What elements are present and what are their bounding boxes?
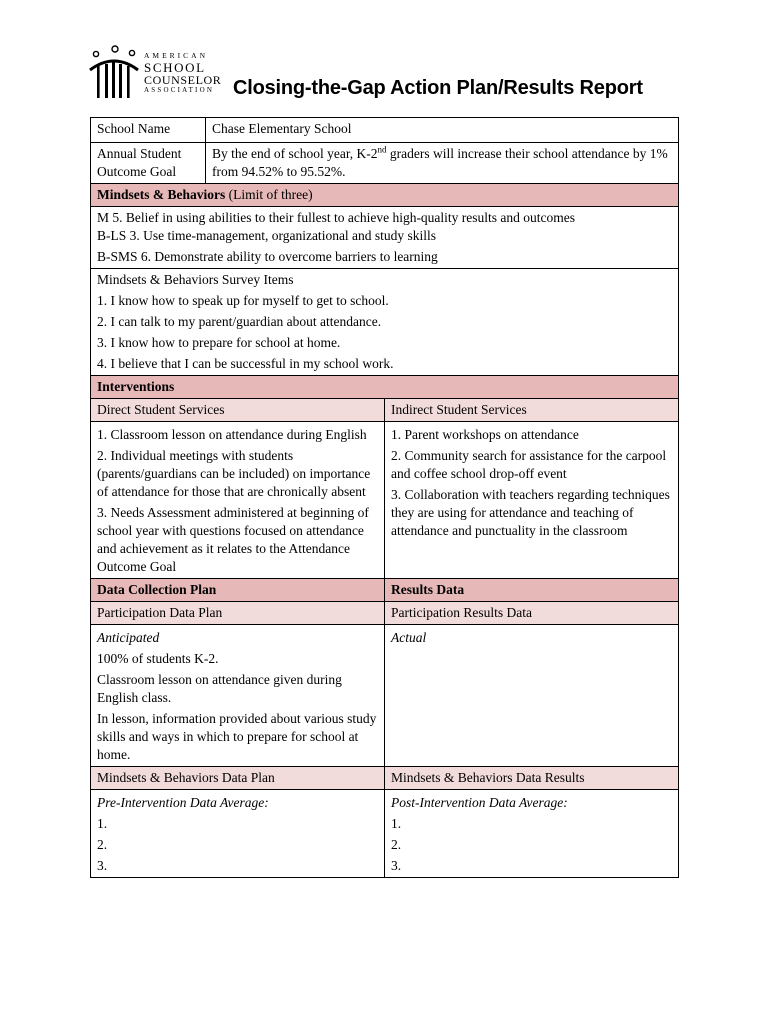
participation-subheader-row bbox=[91, 602, 679, 625]
indirect-services-label: Indirect Student Services bbox=[385, 399, 679, 422]
indirect-services-list bbox=[385, 422, 679, 579]
mb-subheader-row bbox=[91, 767, 679, 790]
asca-wordmark bbox=[144, 52, 221, 94]
survey-items bbox=[91, 269, 679, 376]
logo-line-school: SCHOOL bbox=[144, 59, 206, 75]
direct-service-item: 2. Individual meetings with students (parents/guardians can be included) on importance of attendance for those that are chronically absent bbox=[97, 448, 371, 499]
interventions-header-row bbox=[91, 376, 679, 399]
anticipated-label: Anticipated bbox=[97, 630, 160, 645]
mb-data-results-label: Mindsets & Behaviors Data Results bbox=[385, 767, 679, 790]
indirect-service-item: 2. Community search for assistance for the carpool and coffee school drop-off event bbox=[391, 448, 667, 481]
interventions-header-text: Interventions bbox=[97, 379, 175, 394]
anticipated-item: 100% of students K-2. bbox=[97, 651, 219, 666]
mindsets-row bbox=[91, 207, 679, 269]
asca-logo bbox=[88, 44, 228, 100]
school-row bbox=[91, 118, 679, 143]
mindsets-list bbox=[91, 207, 679, 269]
indirect-service-item: 3. Collaboration with teachers regarding techniques they are using for attendance and teaching of attendance and punctuality in the classroom bbox=[391, 487, 670, 538]
participation-plan-content bbox=[91, 625, 385, 767]
school-name-value: Chase Elementary School bbox=[206, 118, 679, 143]
mindset-item: B-SMS 6. Demonstrate ability to overcome barriers to learning bbox=[97, 249, 438, 264]
direct-services-label: Direct Student Services bbox=[91, 399, 385, 422]
goal-value bbox=[206, 143, 679, 184]
mindsets-header bbox=[91, 184, 679, 207]
survey-row bbox=[91, 269, 679, 376]
action-plan-table bbox=[90, 117, 679, 878]
survey-item: 4. I believe that I can be successful in my school work. bbox=[97, 356, 394, 371]
survey-title: Mindsets & Behaviors Survey Items bbox=[97, 272, 294, 287]
mindsets-header-bold: Mindsets & Behaviors bbox=[97, 187, 226, 202]
survey-item: 2. I can talk to my parent/guardian about attendance. bbox=[97, 314, 382, 329]
data-collection-plan-header bbox=[91, 579, 385, 602]
interventions-header bbox=[91, 376, 679, 399]
mindsets-header-row bbox=[91, 184, 679, 207]
pre-item-number: 3. bbox=[97, 858, 108, 873]
mindsets-header-limit: (Limit of three) bbox=[225, 187, 313, 202]
mb-row bbox=[91, 790, 679, 878]
pre-intervention-content bbox=[91, 790, 385, 878]
anticipated-item: In lesson, information provided about various study skills and ways in which to prepare for school at home. bbox=[97, 711, 377, 762]
logo-line-counselor: COUNSELOR bbox=[144, 72, 222, 87]
anticipated-item: Classroom lesson on attendance given during English class. bbox=[97, 672, 342, 705]
participation-plan-label: Participation Data Plan bbox=[91, 602, 385, 625]
participation-results-content bbox=[385, 625, 679, 767]
results-data-header bbox=[385, 579, 679, 602]
survey-item: 3. I know how to prepare for school at home. bbox=[97, 335, 341, 350]
results-data-header-text: Results Data bbox=[391, 582, 465, 597]
indirect-service-item: 1. Parent workshops on attendance bbox=[391, 427, 579, 442]
goal-text-start: By the end of school year, K-2 bbox=[212, 146, 378, 161]
pre-intervention-label: Pre-Intervention Data Average: bbox=[97, 795, 269, 810]
direct-services-list bbox=[91, 422, 385, 579]
goal-label: Annual Student Outcome Goal bbox=[91, 143, 206, 184]
data-plan-header-row bbox=[91, 579, 679, 602]
post-item-number: 1. bbox=[391, 816, 402, 831]
pre-item-number: 2. bbox=[97, 837, 108, 852]
direct-service-item: 1. Classroom lesson on attendance during English bbox=[97, 427, 367, 442]
logo-line-association: ASSOCIATION bbox=[144, 85, 215, 94]
mindset-item: M 5. Belief in using abilities to their fullest to achieve high-quality results and outcomes bbox=[97, 210, 576, 225]
mb-data-plan-label: Mindsets & Behaviors Data Plan bbox=[91, 767, 385, 790]
data-collection-plan-header-text: Data Collection Plan bbox=[97, 582, 217, 597]
post-item-number: 2. bbox=[391, 837, 402, 852]
page-title: Closing-the-Gap Action Plan/Results Report bbox=[233, 77, 643, 99]
post-item-number: 3. bbox=[391, 858, 402, 873]
actual-label: Actual bbox=[391, 630, 427, 645]
goal-row bbox=[91, 143, 679, 184]
goal-text-sup: nd bbox=[377, 144, 387, 155]
post-intervention-content bbox=[385, 790, 679, 878]
pre-item-number: 1. bbox=[97, 816, 108, 831]
interventions-subheader-row bbox=[91, 399, 679, 422]
asca-logo-icon bbox=[88, 44, 140, 100]
survey-item: 1. I know how to speak up for myself to get to school. bbox=[97, 293, 389, 308]
post-intervention-label: Post-Intervention Data Average: bbox=[391, 795, 568, 810]
mindset-item: B-LS 3. Use time-management, organizational and study skills bbox=[97, 228, 437, 243]
goal-text-end: graders will increase their school attendance by 1% from 94.52% to 95.52%. bbox=[212, 146, 668, 179]
logo-line-american: AMERICAN bbox=[144, 51, 209, 60]
participation-results-label: Participation Results Data bbox=[385, 602, 679, 625]
school-name-label: School Name bbox=[91, 118, 206, 143]
participation-row bbox=[91, 625, 679, 767]
interventions-row bbox=[91, 422, 679, 579]
direct-service-item: 3. Needs Assessment administered at beginning of school year with questions focused on attendance and achievement as it relates to the Attendance Outcome Goal bbox=[97, 505, 369, 574]
